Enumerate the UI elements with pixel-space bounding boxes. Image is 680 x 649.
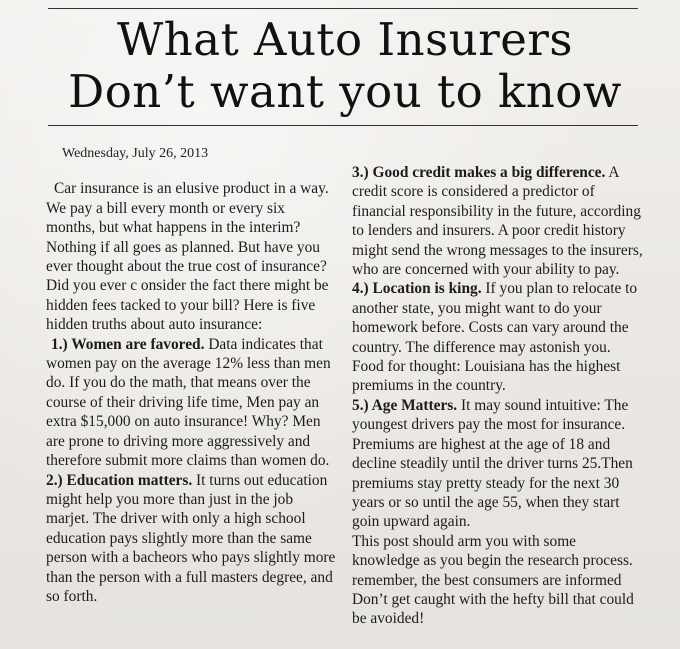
point-1-heading: 1.) Women are favored. — [51, 335, 205, 353]
headline-line-1: What Auto Insurers — [117, 13, 573, 66]
closing-paragraph: This post should arm you with some knowledge as you begin the research process. remember, the best consumers are informed Don’t get caught with the hefty bill that could be avoided! — [352, 532, 634, 628]
point-4-body: If you plan to relocate to another state, you might want to do your homework before. Costs can vary around the country. The difference may astonish you. Food for thought: Louisiana has the highest premiums in the country. — [352, 280, 638, 395]
point-3-heading: 3.) Good credit makes a big difference. — [352, 164, 606, 181]
top-rule — [48, 8, 638, 9]
headline-line-2: Don’t want you to know — [68, 65, 622, 118]
point-1-body: Data indicates that women pay on the average 12% less than men do. If you do the math, that means over the course of their driving life time, Men pay an extra $15,000 on auto insurance! Why? Men are prone to driving more aggressively and therefore submit more claims than women do. — [46, 335, 331, 470]
article-date: Wednesday, July 26, 2013 — [62, 146, 209, 161]
intro-paragraph: Car insurance is an elusive product in a way. We pay a bill every month or every six months, but what happens in the interim? Nothing if all goes as planned. But have you ever thought about the true cost of insurance? Did you ever c onsider the fact there might be hidden fees tacked to your bill? Here is five hidden truths about auto insurance: — [46, 180, 329, 334]
left-column — [46, 144, 336, 606]
point-1 — [46, 335, 336, 471]
point-2-body: It turns out education might help you more than just in the job marjet. The driver with only a high school education pays slightly more than the same person with a bacheors who pays slightly more than the person with a full masters degree, and so forth. — [46, 471, 336, 605]
point-2 — [46, 471, 336, 607]
point-3 — [352, 163, 644, 279]
point-4 — [352, 279, 644, 395]
point-3-body: A credit score is considered a predictor of financial responsibility in the future, according to lenders and insurers. A poor credit history might send the wrong messages to the insurers, who are concerned with your ability to pay. — [352, 164, 643, 279]
point-5-heading: 5.) Age Matters. — [352, 396, 458, 414]
right-column — [352, 163, 644, 629]
headline — [40, 14, 650, 118]
point-5-body: It may sound intuitive: The youngest drivers pay the most for insurance. Premiums are highest at the age of 18 and decline steadily until the driver turns 25.Then premiums stay pretty steady for the next 30 years or so until the age 55, when they start goin upward again. — [352, 396, 633, 531]
point-5 — [352, 396, 644, 532]
headline-rule — [48, 125, 638, 126]
point-4-heading: 4.) Location is king. — [352, 280, 482, 298]
point-2-heading: 2.) Education matters. — [46, 471, 193, 489]
